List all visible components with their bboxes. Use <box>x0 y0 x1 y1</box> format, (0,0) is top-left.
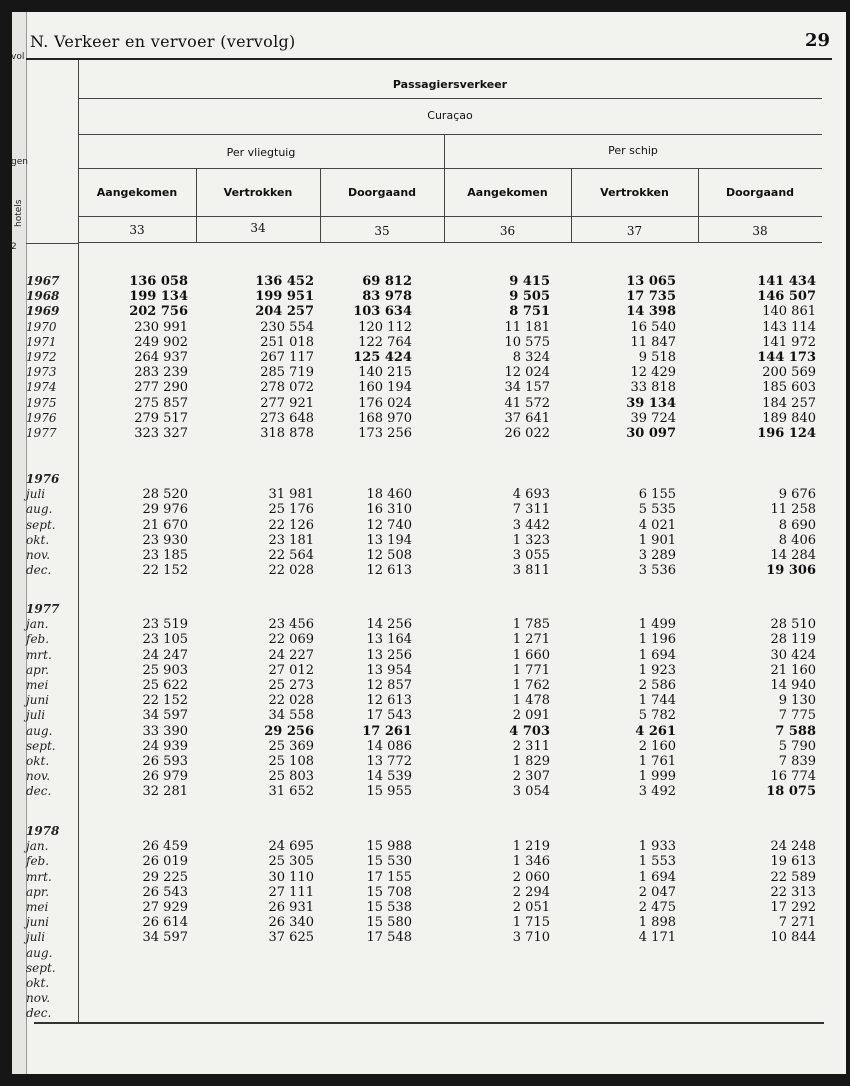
section-heading: 1978 <box>26 824 60 838</box>
table-cell: 1 771 <box>512 662 550 678</box>
table-cell: 17 155 <box>366 869 412 885</box>
table-cell: 202 756 <box>129 304 188 320</box>
row-label: 1975 <box>26 395 57 410</box>
table-cell: 3 811 <box>512 563 550 579</box>
table-cell: 12 740 <box>366 517 412 533</box>
table-cell: 15 538 <box>366 900 412 915</box>
row-label: okt. <box>26 976 50 990</box>
table-cell: 41 572 <box>504 395 550 411</box>
table-cell: 12 508 <box>366 548 412 563</box>
table-cell: 25 803 <box>268 769 314 785</box>
table-cell: 12 857 <box>366 678 412 693</box>
table-cell: 31 652 <box>268 784 314 800</box>
table-cell: 2 475 <box>638 900 676 915</box>
table-cell: 283 239 <box>134 365 188 381</box>
table-cell: 199 134 <box>129 289 188 305</box>
table-cell: 1 694 <box>638 647 676 663</box>
table-cell: 17 261 <box>362 723 412 739</box>
table-cell: 7 271 <box>778 915 816 931</box>
table-cell: 16 774 <box>770 769 816 785</box>
table-cell: 2 060 <box>512 869 550 885</box>
table-cell: 122 764 <box>358 334 412 350</box>
row-label: aug. <box>26 945 53 960</box>
table-cell: 285 719 <box>260 365 314 381</box>
table-cell: 141 434 <box>757 274 816 289</box>
table-cell: 140 215 <box>358 365 412 381</box>
table-cell: 34 558 <box>268 708 314 724</box>
table-cell: 4 703 <box>509 723 550 739</box>
table-cell: 13 164 <box>366 632 412 648</box>
table-cell: 2 307 <box>512 769 550 785</box>
table-cell: 27 929 <box>142 900 188 915</box>
table-cell: 103 634 <box>353 304 412 320</box>
table-cell: 6 155 <box>638 487 676 503</box>
table-cell: 21 160 <box>770 662 816 678</box>
group-header-ship: Per schip <box>608 144 658 157</box>
table-cell: 25 369 <box>268 738 314 754</box>
row-label: 1970 <box>26 319 57 334</box>
table-cell: 24 248 <box>770 839 816 855</box>
table-cell: 16 310 <box>366 502 412 518</box>
table-cell: 9 518 <box>638 350 676 365</box>
grid-line <box>78 134 822 135</box>
table-cell: 26 019 <box>142 854 188 870</box>
row-label: juli <box>26 930 46 945</box>
table-cell: 200 569 <box>762 365 816 381</box>
table-cell: 28 119 <box>770 632 816 648</box>
row-label: dec. <box>26 784 52 799</box>
table-cell: 39 134 <box>626 395 676 411</box>
table-cell: 11 847 <box>630 334 676 350</box>
table-cell: 25 176 <box>268 502 314 518</box>
row-label: 1969 <box>26 304 60 319</box>
table-cell: 1 694 <box>638 869 676 885</box>
row-label: okt. <box>26 532 50 547</box>
grid-line <box>78 168 822 169</box>
row-label: sept. <box>26 738 56 753</box>
left-page-edge-strip <box>12 12 27 1074</box>
column-number: 35 <box>374 224 390 238</box>
table-cell: 7 839 <box>778 754 816 769</box>
column-header: Vertrokken <box>223 186 293 199</box>
table-cell: 22 313 <box>770 884 816 900</box>
table-cell: 3 442 <box>512 517 550 533</box>
table-cell: 4 171 <box>638 930 676 946</box>
row-label: juli <box>26 708 46 723</box>
table-cell: 1 923 <box>638 662 676 678</box>
table-cell: 173 256 <box>358 426 412 441</box>
table-cell: 37 625 <box>268 930 314 946</box>
table-cell: 318 878 <box>260 426 314 441</box>
table-cell: 2 051 <box>512 900 550 915</box>
table-cell: 279 517 <box>134 410 188 426</box>
table-cell: 17 735 <box>626 289 676 305</box>
table-cell: 24 227 <box>268 647 314 663</box>
table-cell: 1 715 <box>512 915 550 931</box>
table-cell: 12 429 <box>630 365 676 381</box>
row-label: jan. <box>26 839 49 854</box>
table-cell: 1 478 <box>512 693 550 709</box>
row-label: 1974 <box>26 380 57 395</box>
table-cell: 25 273 <box>268 678 314 693</box>
row-label: aug. <box>26 502 53 517</box>
row-label: dec. <box>26 1006 52 1021</box>
table-cell: 13 194 <box>366 532 412 548</box>
table-cell: 143 114 <box>762 319 816 335</box>
table-cell: 1 499 <box>638 617 676 633</box>
table-cell: 23 930 <box>142 532 188 548</box>
table-cell: 140 861 <box>762 304 816 320</box>
edge-fragment: vol <box>11 52 25 62</box>
table-cell: 23 181 <box>268 532 314 548</box>
table-cell: 8 690 <box>778 517 816 533</box>
table-cell: 29 976 <box>142 502 188 518</box>
table-cell: 136 452 <box>255 274 314 289</box>
table-cell: 22 152 <box>142 563 188 579</box>
table-cell: 1 323 <box>512 532 550 548</box>
table-cell: 33 390 <box>142 723 188 739</box>
table-cell: 146 507 <box>757 289 816 305</box>
table-cell: 1 933 <box>638 839 676 855</box>
table-cell: 18 075 <box>766 784 816 800</box>
table-cell: 26 614 <box>142 915 188 931</box>
table-cell: 136 058 <box>129 274 188 289</box>
column-number: 38 <box>752 224 768 238</box>
row-label: okt. <box>26 754 50 768</box>
table-cell: 3 055 <box>512 548 550 563</box>
table-cell: 13 065 <box>626 274 676 289</box>
table-cell: 14 256 <box>366 617 412 633</box>
table-cell: 12 613 <box>366 693 412 709</box>
table-cell: 275 857 <box>134 395 188 411</box>
grid-line <box>26 243 78 244</box>
edge-fragment: gen <box>11 157 28 167</box>
table-cell: 13 772 <box>366 754 412 769</box>
table-cell: 1 271 <box>512 632 550 648</box>
row-label: apr. <box>26 662 50 677</box>
grid-line <box>78 98 822 99</box>
table-cell: 3 289 <box>638 548 676 563</box>
table-cell: 267 117 <box>260 350 314 365</box>
row-label: nov. <box>26 548 51 562</box>
table-cell: 5 535 <box>638 502 676 518</box>
table-cell: 34 597 <box>142 708 188 724</box>
table-cell: 204 257 <box>255 304 314 320</box>
table-cell: 12 024 <box>504 365 550 381</box>
table-cell: 185 603 <box>762 380 816 396</box>
table-cell: 277 290 <box>134 380 188 396</box>
table-cell: 26 022 <box>504 426 550 441</box>
table-cell: 83 978 <box>362 289 412 305</box>
table-cell: 29 225 <box>142 869 188 885</box>
table-cell: 26 931 <box>268 900 314 915</box>
edge-fragment: hotels <box>14 199 24 227</box>
table-cell: 26 979 <box>142 769 188 785</box>
table-cell: 17 548 <box>366 930 412 946</box>
table-cell: 30 097 <box>626 426 676 441</box>
table-cell: 13 256 <box>366 647 412 663</box>
row-label: aug. <box>26 723 53 738</box>
table-cell: 22 589 <box>770 869 816 885</box>
table-cell: 22 028 <box>268 693 314 709</box>
row-label: 1968 <box>26 289 60 304</box>
page-number: 29 <box>804 30 830 51</box>
table-cell: 25 622 <box>142 678 188 693</box>
column-number: 34 <box>250 221 266 235</box>
table-cell: 34 597 <box>142 930 188 946</box>
table-cell: 17 543 <box>366 708 412 724</box>
table-cell: 1 660 <box>512 647 550 663</box>
table-cell: 15 708 <box>366 884 412 900</box>
row-label: apr. <box>26 884 50 899</box>
page-title: N. Verkeer en vervoer (vervolg) <box>30 32 296 51</box>
table-cell: 8 406 <box>778 532 816 548</box>
table-cell: 196 124 <box>757 426 816 441</box>
column-header: Aangekomen <box>96 186 178 199</box>
row-label: feb. <box>26 854 50 869</box>
table-cell: 14 539 <box>366 769 412 785</box>
table-cell: 22 028 <box>268 563 314 579</box>
table-cell: 1 829 <box>512 754 550 769</box>
table-cell: 230 991 <box>134 319 188 335</box>
column-number: 33 <box>129 223 145 237</box>
table-cell: 176 024 <box>358 395 412 411</box>
table-cell: 2 294 <box>512 884 550 900</box>
table-cell: 22 069 <box>268 632 314 648</box>
column-header: Doorgaand <box>347 186 417 199</box>
table-cell: 26 543 <box>142 884 188 900</box>
header-rule <box>26 58 832 60</box>
table-cell: 184 257 <box>762 395 816 411</box>
table-cell: 2 091 <box>512 708 550 724</box>
table-cell: 23 185 <box>142 548 188 563</box>
table-cell: 7 311 <box>512 502 550 518</box>
row-label: juli <box>26 487 46 502</box>
row-label: nov. <box>26 991 51 1006</box>
table-cell: 9 676 <box>778 487 816 503</box>
table-cell: 26 593 <box>142 754 188 769</box>
table-top-header: Passagiersverkeer <box>392 78 508 91</box>
table-cell: 14 086 <box>366 738 412 754</box>
table-cell: 14 398 <box>626 304 676 320</box>
table-cell: 251 018 <box>260 334 314 350</box>
page-header <box>30 30 830 60</box>
table-cell: 10 575 <box>504 334 550 350</box>
row-label: 1977 <box>26 426 57 440</box>
table-cell: 3 536 <box>638 563 676 579</box>
table-cell: 3 054 <box>512 784 550 800</box>
table-cell: 2 586 <box>638 678 676 693</box>
table-cell: 69 812 <box>362 274 412 289</box>
table-cell: 31 981 <box>268 487 314 503</box>
row-label: mei <box>26 900 49 914</box>
grid-line <box>78 242 822 243</box>
table-cell: 1 898 <box>638 915 676 931</box>
table-cell: 25 903 <box>142 662 188 678</box>
table-cell: 199 951 <box>255 289 314 305</box>
table-cell: 1 553 <box>638 854 676 870</box>
table-cell: 28 520 <box>142 487 188 503</box>
grid-line <box>78 216 822 217</box>
table-cell: 249 902 <box>134 334 188 350</box>
column-number: 37 <box>626 224 643 238</box>
table-cell: 15 530 <box>366 854 412 870</box>
table-cell: 9 415 <box>509 274 550 289</box>
table-cell: 19 613 <box>770 854 816 870</box>
table-cell: 1 785 <box>512 617 550 633</box>
row-label: nov. <box>26 769 51 784</box>
table-cell: 21 670 <box>142 517 188 533</box>
table-cell: 1 196 <box>638 632 676 648</box>
table-cell: 189 840 <box>762 410 816 426</box>
table-cell: 1 219 <box>512 839 550 855</box>
table-cell: 8 324 <box>512 350 550 365</box>
row-label: sept. <box>26 517 56 532</box>
row-label: mrt. <box>26 647 52 662</box>
table-sub-header: Curaçao <box>427 109 473 122</box>
table-cell: 9 505 <box>509 289 550 305</box>
table-cell: 26 459 <box>142 839 188 855</box>
table-cell: 1 744 <box>638 693 676 709</box>
table-cell: 1 762 <box>512 678 550 693</box>
table-cell: 39 724 <box>630 410 676 426</box>
row-label: mrt. <box>26 869 52 884</box>
table-cell: 19 306 <box>766 563 816 579</box>
edge-fragment: 2 <box>11 242 17 252</box>
row-label: 1972 <box>26 350 57 364</box>
table-cell: 4 693 <box>512 487 550 503</box>
table-cell: 13 954 <box>366 662 412 678</box>
table-cell: 23 456 <box>268 617 314 633</box>
table-cell: 9 130 <box>778 693 816 709</box>
row-label: jan. <box>26 617 49 632</box>
row-label: mei <box>26 678 49 692</box>
table-cell: 10 844 <box>770 930 816 946</box>
table-cell: 18 460 <box>366 487 412 503</box>
table-cell: 2 160 <box>638 738 676 754</box>
table-cell: 24 247 <box>142 647 188 663</box>
table-cell: 323 327 <box>134 426 188 441</box>
table-cell: 230 554 <box>260 319 314 335</box>
column-number: 36 <box>499 224 516 238</box>
table-cell: 15 580 <box>366 915 412 931</box>
table-cell: 26 340 <box>268 915 314 931</box>
table-cell: 1 901 <box>638 532 676 548</box>
row-label: feb. <box>26 632 50 647</box>
row-label: 1976 <box>26 410 57 425</box>
group-header-air: Per vliegtuig <box>226 146 296 159</box>
section-heading: 1976 <box>26 472 60 486</box>
table-cell: 1 346 <box>512 854 550 870</box>
table-cell: 22 152 <box>142 693 188 709</box>
table-cell: 25 305 <box>268 854 314 870</box>
scanned-page <box>12 12 846 1074</box>
table-cell: 28 510 <box>770 617 816 633</box>
column-header: Doorgaand <box>725 186 795 199</box>
table-cell: 32 281 <box>142 784 188 800</box>
table-cell: 17 292 <box>770 900 816 915</box>
row-label: juni <box>26 915 50 930</box>
table-cell: 23 519 <box>142 617 188 633</box>
table-cell: 1 761 <box>638 754 676 769</box>
row-label: 1973 <box>26 365 57 380</box>
row-label: dec. <box>26 563 52 578</box>
table-cell: 1 999 <box>638 769 676 785</box>
table-cell: 14 940 <box>770 678 816 693</box>
table-cell: 120 112 <box>358 319 412 335</box>
table-cell: 8 751 <box>509 304 550 320</box>
table-cell: 7 775 <box>778 708 816 724</box>
row-label: juni <box>26 693 50 708</box>
table-cell: 29 256 <box>264 723 314 739</box>
table-cell: 11 181 <box>504 319 550 335</box>
table-cell: 4 021 <box>638 517 676 533</box>
table-cell: 30 110 <box>268 869 314 885</box>
table-cell: 4 261 <box>635 723 676 739</box>
table-cell: 24 695 <box>268 839 314 855</box>
table-cell: 141 972 <box>762 334 816 350</box>
table-cell: 2 311 <box>512 738 550 754</box>
table-cell: 11 258 <box>770 502 816 518</box>
table-cell: 27 012 <box>268 662 314 678</box>
table-cell: 160 194 <box>358 380 412 396</box>
table-cell: 16 540 <box>630 319 676 335</box>
table-cell: 33 818 <box>630 380 676 396</box>
table-cell: 144 173 <box>757 350 816 365</box>
table-cell: 168 970 <box>358 410 412 426</box>
table-cell: 273 648 <box>260 410 314 426</box>
table-cell: 14 284 <box>770 548 816 563</box>
table-cell: 277 921 <box>260 395 314 411</box>
table-cell: 2 047 <box>638 884 676 900</box>
table-cell: 5 790 <box>778 738 816 754</box>
row-label: 1967 <box>26 274 60 288</box>
table-cell: 27 111 <box>268 884 314 900</box>
table-cell: 15 955 <box>366 784 412 800</box>
row-label: 1971 <box>26 334 57 349</box>
table-cell: 12 613 <box>366 563 412 579</box>
table-cell: 15 988 <box>366 839 412 855</box>
column-header: Aangekomen <box>467 186 548 199</box>
table-bottom-rule <box>34 1022 824 1024</box>
section-heading: 1977 <box>26 602 60 616</box>
table-cell: 5 782 <box>638 708 676 724</box>
table-cell: 37 641 <box>504 410 550 426</box>
table-cell: 30 424 <box>770 647 816 663</box>
row-label: sept. <box>26 960 56 975</box>
table-cell: 7 588 <box>775 723 816 739</box>
table-cell: 23 105 <box>142 632 188 648</box>
table-cell: 22 126 <box>268 517 314 533</box>
table-cell: 24 939 <box>142 738 188 754</box>
column-header: Vertrokken <box>600 186 669 199</box>
table-cell: 3 710 <box>512 930 550 946</box>
table-cell: 278 072 <box>260 380 314 396</box>
table-cell: 264 937 <box>134 350 188 365</box>
table-cell: 25 108 <box>268 754 314 769</box>
table-cell: 22 564 <box>268 548 314 563</box>
table-cell: 34 157 <box>504 380 550 396</box>
table-cell: 3 492 <box>638 784 676 800</box>
table-cell: 125 424 <box>353 350 412 365</box>
